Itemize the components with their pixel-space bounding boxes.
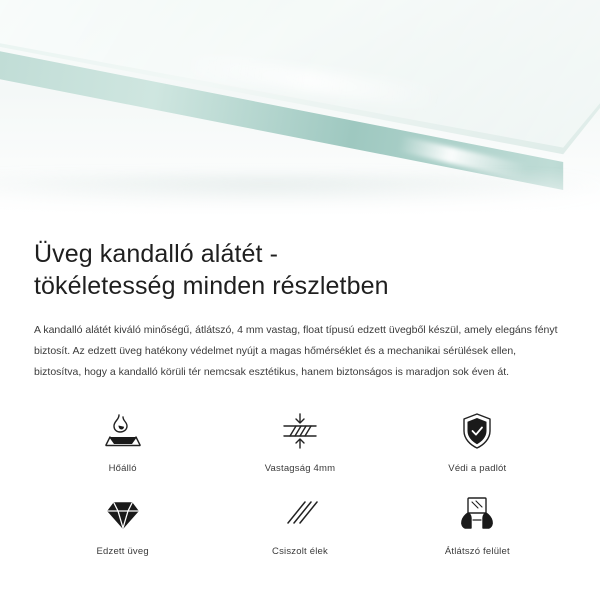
content-area bbox=[0, 238, 600, 557]
diamond-icon bbox=[100, 492, 146, 536]
cleaning-hands-icon bbox=[454, 492, 500, 536]
feature-label: Vastagság 4mm bbox=[264, 463, 336, 474]
thickness-arrows-icon bbox=[277, 409, 323, 453]
description-paragraph: A kandalló alátét kiváló minőségű, átlátszó, 4 mm vastag, float típusú edzett üvegből készül, amely elegáns fényt biztosít. Az edzett üveg hatékony védelmet nyújt a magas hőmérséklet és a mechanikai sérülések ellen, biztosítva, hogy a kandalló körüli tér nemcsak esztétikus, hanem biztonságos is maradjon sok éven át. bbox=[34, 324, 558, 378]
feature-label: Védi a padlót bbox=[448, 463, 507, 474]
hero-product-image bbox=[0, 0, 600, 228]
page-title-line-2: tökéletesség minden részletben bbox=[34, 272, 389, 300]
polished-edge-lines-icon bbox=[277, 492, 323, 536]
feature-grid bbox=[34, 409, 566, 557]
feature-item-tempered-glass bbox=[34, 492, 211, 557]
shield-check-icon bbox=[454, 409, 500, 453]
feature-item-floor-protection bbox=[389, 409, 566, 474]
feature-label: Hőálló bbox=[108, 463, 137, 474]
feature-label: Csiszolt élek bbox=[272, 546, 328, 557]
flame-heat-resistant-icon bbox=[100, 409, 146, 453]
page-title bbox=[34, 238, 566, 302]
feature-label: Edzett üveg bbox=[96, 546, 149, 557]
feature-item-thickness bbox=[211, 409, 388, 474]
page-title-line-1: Üveg kandalló alátét - bbox=[34, 240, 279, 268]
feature-item-heat-resistant bbox=[34, 409, 211, 474]
feature-item-transparent-surface bbox=[389, 492, 566, 557]
feature-item-polished-edges bbox=[211, 492, 388, 557]
feature-label: Átlátszó felület bbox=[444, 546, 510, 557]
hero-bottom-fade bbox=[0, 168, 600, 228]
